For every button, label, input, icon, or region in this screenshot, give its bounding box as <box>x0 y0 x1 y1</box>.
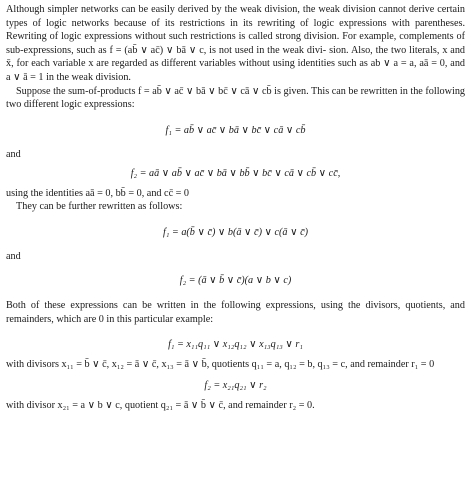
text-line: example, complements of sub-expressions, such as f = (ab̄ ∨ ac̄) ∨ bā ∨ c, is not used in the weak divi- <box>6 31 465 56</box>
text-line: Suppose the sum-of-products f = ab̄ ∨ ac̄ ∨ bā ∨ bc̄ ∨ cā ∨ cb̄ is given. This can be rewritten in the <box>16 85 423 97</box>
text-line: identities such as ab ∨ a = a, aā = 0, and a ∨ ā = 1 in the weak division. <box>6 58 466 83</box>
divisors-f2-text: with divisor x₂₁ = a ∨ b ∨ c, quotient q₂₁ = ā ∨ b̄ ∨ c̄, and remainder r₂ = 0. <box>6 399 315 411</box>
equation-f2-factored: f₂ = (ā ∨ b̄ ∨ c̄)(a ∨ b ∨ c) <box>179 274 292 286</box>
paragraph-1 <box>6 3 465 85</box>
text-line: certain types of logic networks because of its restrictions in its rewriting of logic expressions with <box>6 4 465 29</box>
equation-f1-divisors: f₁ = x₁₁q₁₁ ∨ x₁₂q₁₂ ∨ x₁₃q₁₃ ∨ r₁ <box>168 339 303 351</box>
text-line: remainders, which are 0 in this particular example: <box>6 313 214 325</box>
text-line: parentheses. Rewriting of logic expressions without such restrictions is called strong division. For <box>6 17 466 43</box>
equation-f1-factored: f₁ = a(b̄ ∨ c̄) ∨ b(ā ∨ c̄) ∨ c(ā ∨ c̄) <box>162 226 308 238</box>
equation-f2-sop: f₂ = aā ∨ ab̄ ∨ ac̄ ∨ bā ∨ bb̄ ∨ bc̄ ∨ cā ∨ cb̄ ∨ cc̄, <box>130 167 341 179</box>
text-line: Both of these expressions can be written in the following expressions, using the divisors, quotients, and <box>6 299 465 311</box>
text-line: sion. Also, the two literals, x and x̄, for each variable x are regarded as different variables without using <box>6 44 466 70</box>
text-line: following two different logic expressions: <box>6 85 466 111</box>
identities-text: using the identities aā = 0, bb̄ = 0, and cc̄ = 0 <box>6 187 190 199</box>
conjunction-and: and <box>6 148 21 160</box>
equation-f2-divisors: f₂ = x₂₁q₂₁ ∨ r₂ <box>204 379 267 391</box>
divisors-f1-text: with divisors x₁₁ = b̄ ∨ c̄, x₁₂ = ā ∨ c̄, x₁₃ = ā ∨ b̄, quotients q₁₁ = a, q₁₂ = b, q₁₃ = c, and remainder r₁ = 0 <box>6 359 435 371</box>
conjunction-and: and <box>6 250 21 262</box>
paragraph-2 <box>6 85 465 112</box>
paragraph-3 <box>6 299 465 326</box>
rewrite-text: They can be further rewritten as follows: <box>16 201 183 213</box>
text-line: Although simpler networks can be easily derived by the weak division, the weak division cannot derive <box>6 4 435 15</box>
equation-f1-sop: f₁ = ab̄ ∨ ac̄ ∨ bā ∨ bc̄ ∨ cā ∨ cb̄ <box>165 124 306 136</box>
